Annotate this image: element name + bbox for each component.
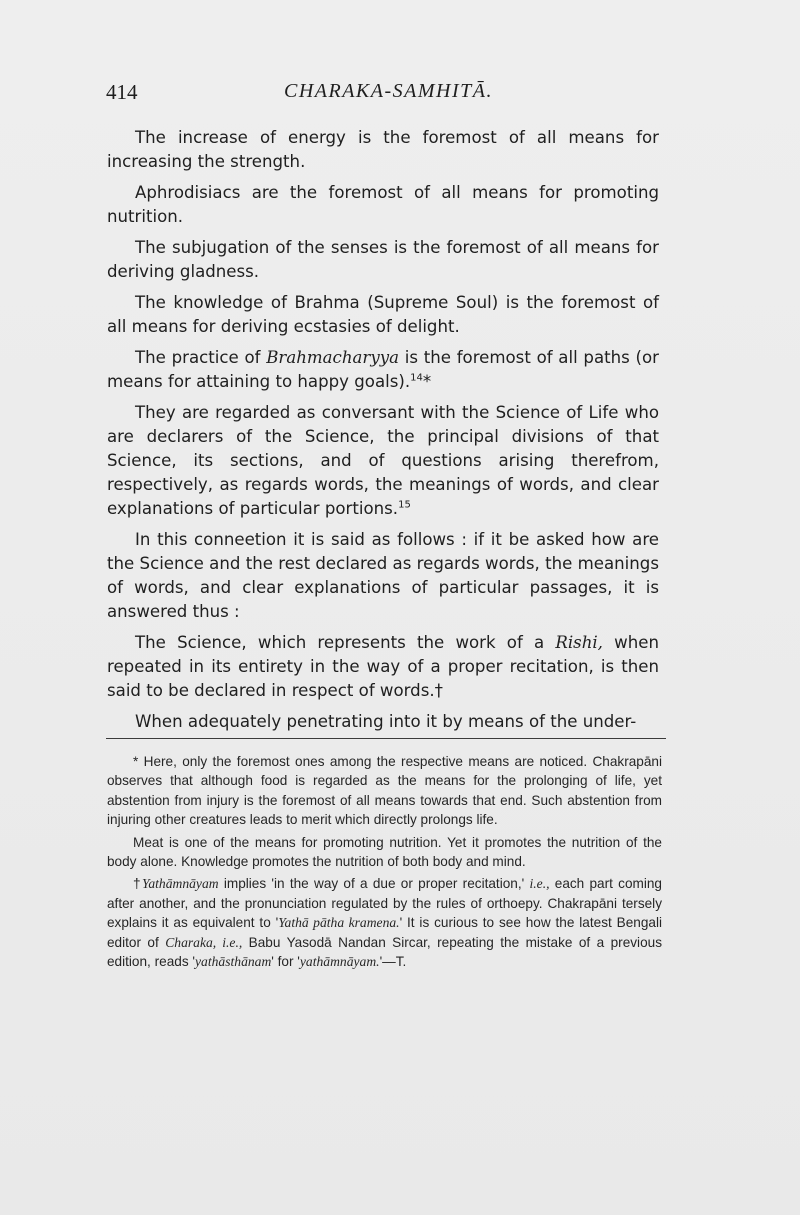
sanskrit-term: Brahmacharyya: [266, 348, 399, 367]
paragraph: [107, 631, 659, 703]
text-run: each part coming after another, and the pronunciation regulated by the rules of orthoepy. Chakrapāni tersely explains it as equivalent to ': [107, 876, 662, 931]
footnote-marker: *: [422, 372, 432, 391]
page-header: [106, 80, 666, 110]
footnote: Meat is one of the means for promoting nutrition. Yet it promotes the nutrition of the body alone. Knowledge promotes the nutrition of both body and mind.: [107, 834, 662, 870]
paragraph: Aphrodisiacs are the foremost of all means for promoting nutrition.: [107, 183, 659, 226]
text-run: ' It is curious to see how the latest Bengali editor of: [107, 915, 662, 950]
text-run: The practice of: [135, 348, 267, 367]
footnote-divider: [106, 738, 666, 739]
paragraph: [107, 401, 659, 521]
paragraph: [107, 346, 659, 394]
paragraph: The subjugation of the senses is the foremost of all means for deriving gladness.: [107, 238, 659, 281]
text-run: The Science, which represents the work of a: [135, 633, 556, 652]
book-title: Charaka, i.e.,: [165, 934, 243, 950]
sanskrit-term: Rishi,: [555, 633, 603, 652]
text-run: implies 'in the way of a due or proper recitation,': [218, 876, 530, 892]
text-run: '—T.: [379, 954, 407, 970]
footnotes: [107, 752, 662, 974]
abbreviation: i.e.,: [529, 876, 550, 892]
text-run: ' for ': [271, 954, 300, 970]
paragraph: The knowledge of Brahma (Supreme Soul) is the foremost of all means for deriving ecstasies of delight.: [107, 293, 659, 336]
text-run: They are regarded as conversant with the Science of Life who are declarers of the Science, the principal divisions of that Science, its sections, and of questions arising therefrom, respectively, as regards words, the meanings of words, and clear explanations of particular portions.: [107, 403, 659, 518]
footnote-marker: †: [133, 876, 143, 892]
sanskrit-term: Yathā pātha kramena.: [278, 915, 400, 931]
main-text: [107, 126, 659, 741]
verse-reference: 15: [398, 499, 411, 511]
sanskrit-term: Yathāmnāyam: [142, 876, 219, 892]
text-run: when repeated in its entirety in the way of a proper recitation, is then said to be declared in respect of words.: [107, 633, 659, 700]
footnote-marker: †: [434, 681, 443, 700]
paragraph: In this conneetion it is said as follows : if it be asked how are the Science and the rest declared as regards words, the meanings of words, and clear explanations of particular passages, it is answered thus :: [107, 530, 659, 621]
footnote: [107, 874, 662, 971]
sanskrit-term: yathāsthānam: [195, 954, 272, 970]
text-run: is the foremost of all paths (or means for attaining to happy goals).: [107, 348, 659, 391]
page-number: 414: [106, 80, 138, 104]
paragraph: When adequately penetrating into it by means of the under-: [135, 712, 637, 731]
sanskrit-term: yathāmnāyam.: [299, 954, 380, 970]
paragraph: The increase of energy is the foremost of all means for increasing the strength.: [107, 128, 659, 171]
verse-reference: 14: [410, 372, 423, 384]
text-run: Babu Yasodā Nandan Sircar, repeating the mistake of a previous edition, reads ': [107, 934, 662, 970]
running-title: CHARAKA-SAMHITĀ.: [284, 80, 493, 102]
footnote: * Here, only the foremost ones among the respective means are noticed. Chakrapāni observes that although food is regarded as the means for the prolonging of life, yet abstention from injury is the foremost of all means towards that end. Such abstention from injuring other creatures leads to merit which directly prolongs life.: [107, 754, 662, 828]
